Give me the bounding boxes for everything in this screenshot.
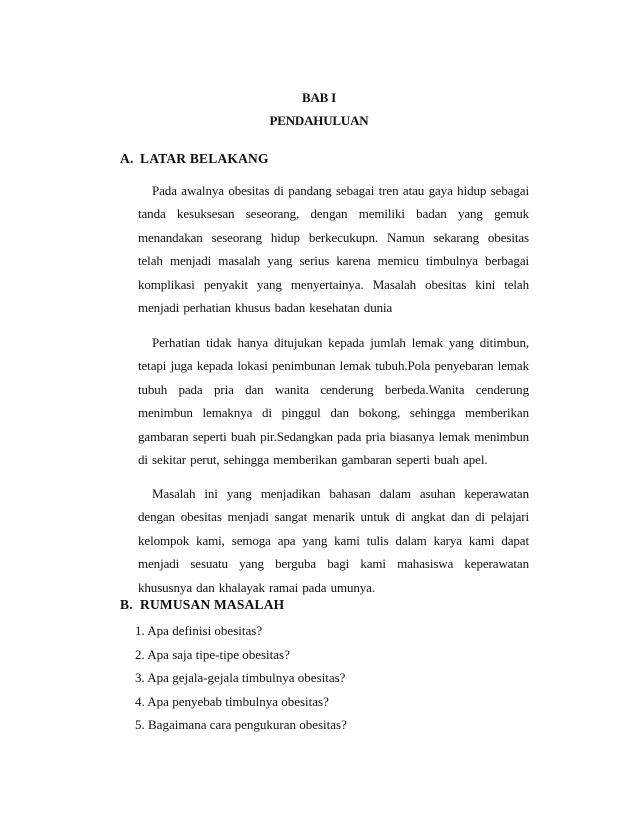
chapter-number: BAB I — [301, 90, 337, 105]
paragraph-3: Masalah ini yang menjadikan bahasan dalam asuhan keperawatan dengan obesitas menjadi sangat menarik untuk di angkat dan di pelajari kelompok kami, semoga apa yang kami tulis dalam karya kami dapat menjadi sesuatu yang berguba bagi kami mahasiswa keperawatan khususnya dan khalayak ramai pada umunya. — [138, 486, 529, 595]
chapter-title: PENDAHULUAN — [269, 113, 369, 128]
section-a-marker: A. — [120, 151, 134, 166]
section-b-marker: B. — [120, 597, 133, 612]
section-b-title: RUMUSAN MASALAH — [140, 597, 285, 612]
list-item: 1. Apa definisi obesitas? — [135, 623, 263, 638]
problem-list — [135, 619, 347, 737]
list-item: 4. Apa penyebab timbulnya obesitas? — [135, 693, 329, 709]
list-item: 3. Apa gejala-gejala timbulnya obesitas? — [135, 670, 346, 685]
section-a-heading — [120, 151, 269, 167]
paragraph-2: Perhatian tidak hanya ditujukan kepada jumlah lemak yang ditimbun, tetapi juga kepada lokasi penimbunan lemak tubuh.Pola penyebaran lemak tubuh pada pria dan wanita cenderung berbeda.Wanita cenderung menimbun lemaknya di pinggul dan bokong, sehingga memberikan gambaran seperti buah pir.Sedangkan pada pria biasanya lemak menimbun di sekitar perut, sehingga memberikan gambaran seperti buah apel. — [138, 335, 529, 468]
list-item: 2. Apa saja tipe-tipe obesitas? — [135, 646, 290, 662]
section-b-heading — [120, 597, 284, 613]
list-item: 5. Bagaimana cara pengukuran obesitas? — [135, 717, 347, 732]
paragraph-1: Pada awalnya obesitas di pandang sebagai tren atau gaya hidup sebagai tanda kesuksesan seseorang, dengan memiliki badan yang gemuk menandakan seseorang hidup berkecukupn. Namun sekarang obesitas telah menjadi masalah yang serius karena memicu timbulnya berbagai komplikasi penyakit yang menyertainya. Masalah obesitas kini telah menjadi perhatian khusus badan kesehatan dunia — [138, 183, 529, 316]
section-a-title: LATAR BELAKANG — [140, 151, 269, 166]
